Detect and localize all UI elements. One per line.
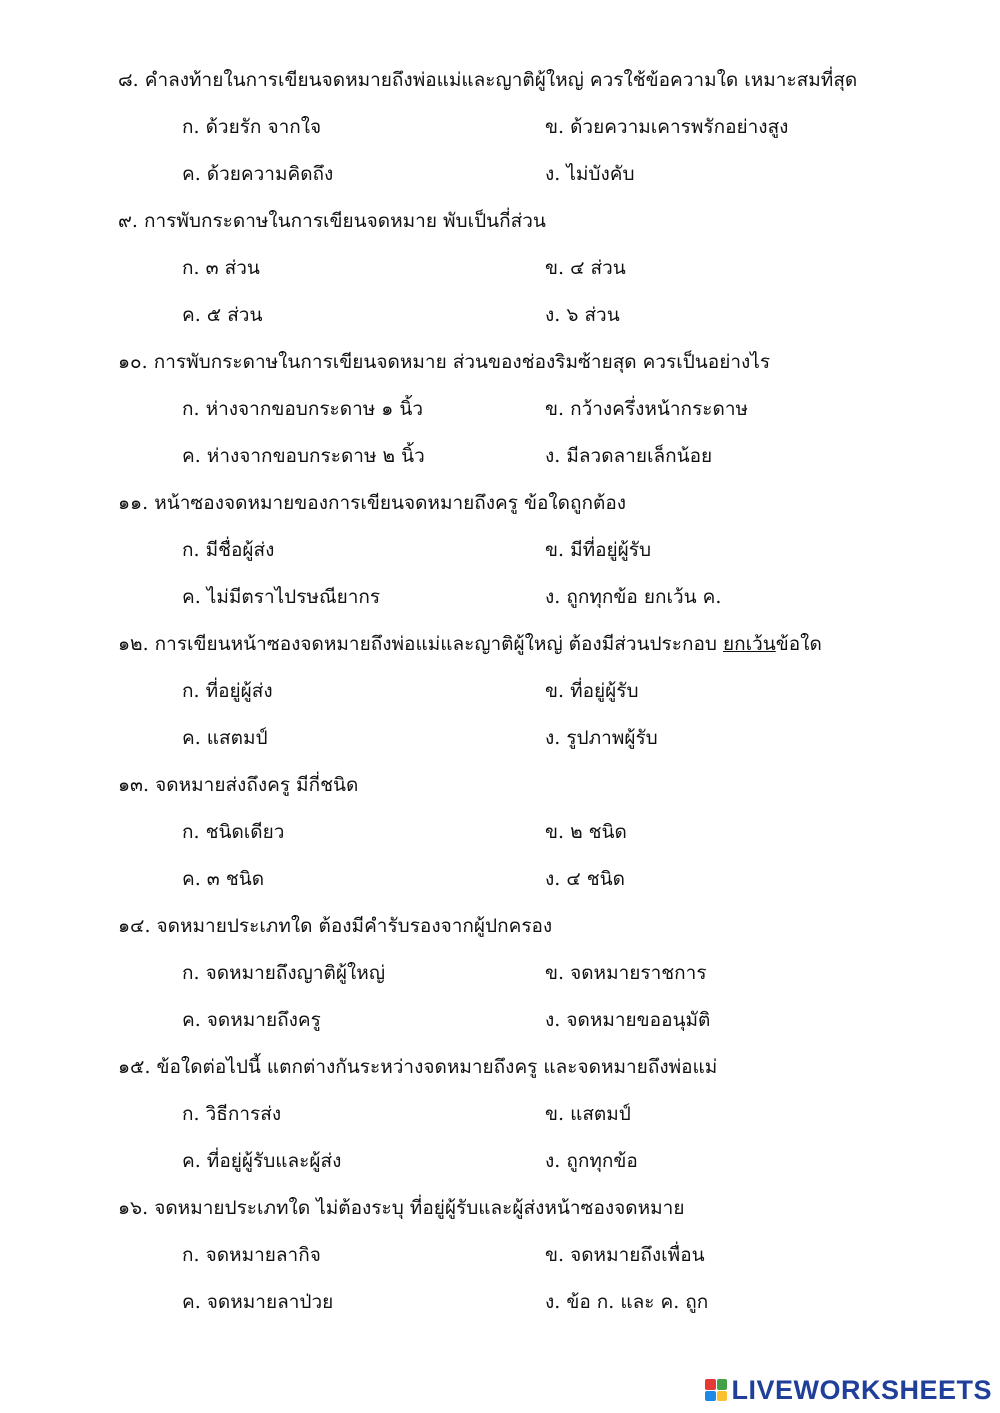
option-8-d[interactable]: ง. ไม่บังคับ [545,163,635,185]
liveworksheets-logo[interactable] [705,1373,992,1407]
question-12 [118,630,978,658]
option-15-b[interactable]: ข. แสตมป์ [545,1103,631,1125]
question-15: ๑๕. ข้อใดต่อไปนี้ แตกต่างกันระหว่างจดหมายถึงครู และจดหมายถึงพ่อแม่ [118,1056,718,1078]
option-16-c[interactable]: ค. จดหมายลาป่วย [182,1291,334,1313]
option-15-c[interactable]: ค. ที่อยู่ผู้รับและผู้ส่ง [182,1150,342,1172]
option-9-b[interactable]: ข. ๔ ส่วน [545,257,626,279]
question-11: ๑๑. หน้าซองจดหมายของการเขียนจดหมายถึงครู ข้อใดถูกต้อง [118,492,627,514]
option-11-a[interactable]: ก. มีชื่อผู้ส่ง [182,539,275,561]
option-15-d[interactable]: ง. ถูกทุกข้อ [545,1150,638,1172]
option-8-a[interactable]: ก. ด้วยรัก จากใจ [182,116,322,138]
option-14-b[interactable]: ข. จดหมายราชการ [545,962,707,984]
question-12-emphasis: ยกเว้น [722,633,776,655]
logo-square [705,1379,716,1390]
option-13-d[interactable]: ง. ๔ ชนิด [545,868,625,890]
question-14: ๑๔. จดหมายประเภทใด ต้องมีคำรับรองจากผู้ปกครอง [118,915,553,937]
question-10: ๑๐. การพับกระดาษในการเขียนจดหมาย ส่วนของช่องริมซ้ายสุด ควรเป็นอย่างไร [118,351,771,373]
logo-square [717,1391,728,1402]
option-10-a[interactable]: ก. ห่างจากขอบกระดาษ ๑ นิ้ว [182,398,424,420]
logo-text: LIVEWORKSHEETS [731,1374,992,1405]
option-13-c[interactable]: ค. ๓ ชนิด [182,868,265,890]
option-12-c[interactable]: ค. แสตมป์ [182,727,268,749]
question-8: ๘. คำลงท้ายในการเขียนจดหมายถึงพ่อแม่และญาติผู้ใหญ่ ควรใช้ข้อความใด เหมาะสมที่สุด [118,69,858,91]
option-9-d[interactable]: ง. ๖ ส่วน [545,304,620,326]
option-9-a[interactable]: ก. ๓ ส่วน [182,257,260,279]
option-9-c[interactable]: ค. ๕ ส่วน [182,304,263,326]
option-12-a[interactable]: ก. ที่อยู่ผู้ส่ง [182,680,273,702]
question-16: ๑๖. จดหมายประเภทใด ไม่ต้องระบุ ที่อยู่ผู้รับและผู้ส่งหน้าซองจดหมาย [118,1197,685,1219]
option-16-a[interactable]: ก. จดหมายลากิจ [182,1244,321,1266]
logo-square [705,1391,716,1402]
question-13: ๑๓. จดหมายส่งถึงครู มีกี่ชนิด [118,774,359,796]
option-16-d[interactable]: ง. ข้อ ก. และ ค. ถูก [545,1291,709,1313]
option-13-b[interactable]: ข. ๒ ชนิด [545,821,627,843]
option-15-a[interactable]: ก. วิธีการส่ง [182,1103,282,1125]
option-11-b[interactable]: ข. มีที่อยู่ผู้รับ [545,539,652,561]
option-11-d[interactable]: ง. ถูกทุกข้อ ยกเว้น ค. [545,586,722,608]
question-9: ๙. การพับกระดาษในการเขียนจดหมาย พับเป็นกี่ส่วน [118,210,546,232]
option-10-c[interactable]: ค. ห่างจากขอบกระดาษ ๒ นิ้ว [182,445,425,467]
logo-square [717,1379,728,1390]
option-12-b[interactable]: ข. ที่อยู่ผู้รับ [545,680,639,702]
option-14-c[interactable]: ค. จดหมายถึงครู [182,1009,321,1031]
question-12-tail: ข้อใด [775,633,822,655]
question-12-text: ๑๒. การเขียนหน้าซองจดหมายถึงพ่อแม่และญาติผู้ใหญ่ ต้องมีส่วนประกอบ [118,633,723,655]
option-16-b[interactable]: ข. จดหมายถึงเพื่อน [545,1244,705,1266]
option-8-c[interactable]: ค. ด้วยความคิดถึง [182,163,334,185]
option-10-d[interactable]: ง. มีลวดลายเล็กน้อย [545,445,713,467]
option-10-b[interactable]: ข. กว้างครึ่งหน้ากระดาษ [545,398,749,420]
option-11-c[interactable]: ค. ไม่มีตราไปรษณียากร [182,586,381,608]
option-14-d[interactable]: ง. จดหมายขออนุมัติ [545,1009,711,1031]
option-14-a[interactable]: ก. จดหมายถึงญาติผู้ใหญ่ [182,962,386,984]
liveworksheets-mark-icon [705,1379,727,1401]
option-12-d[interactable]: ง. รูปภาพผู้รับ [545,727,658,749]
option-8-b[interactable]: ข. ด้วยความเคารพรักอย่างสูง [545,116,789,138]
option-13-a[interactable]: ก. ชนิดเดียว [182,821,285,843]
